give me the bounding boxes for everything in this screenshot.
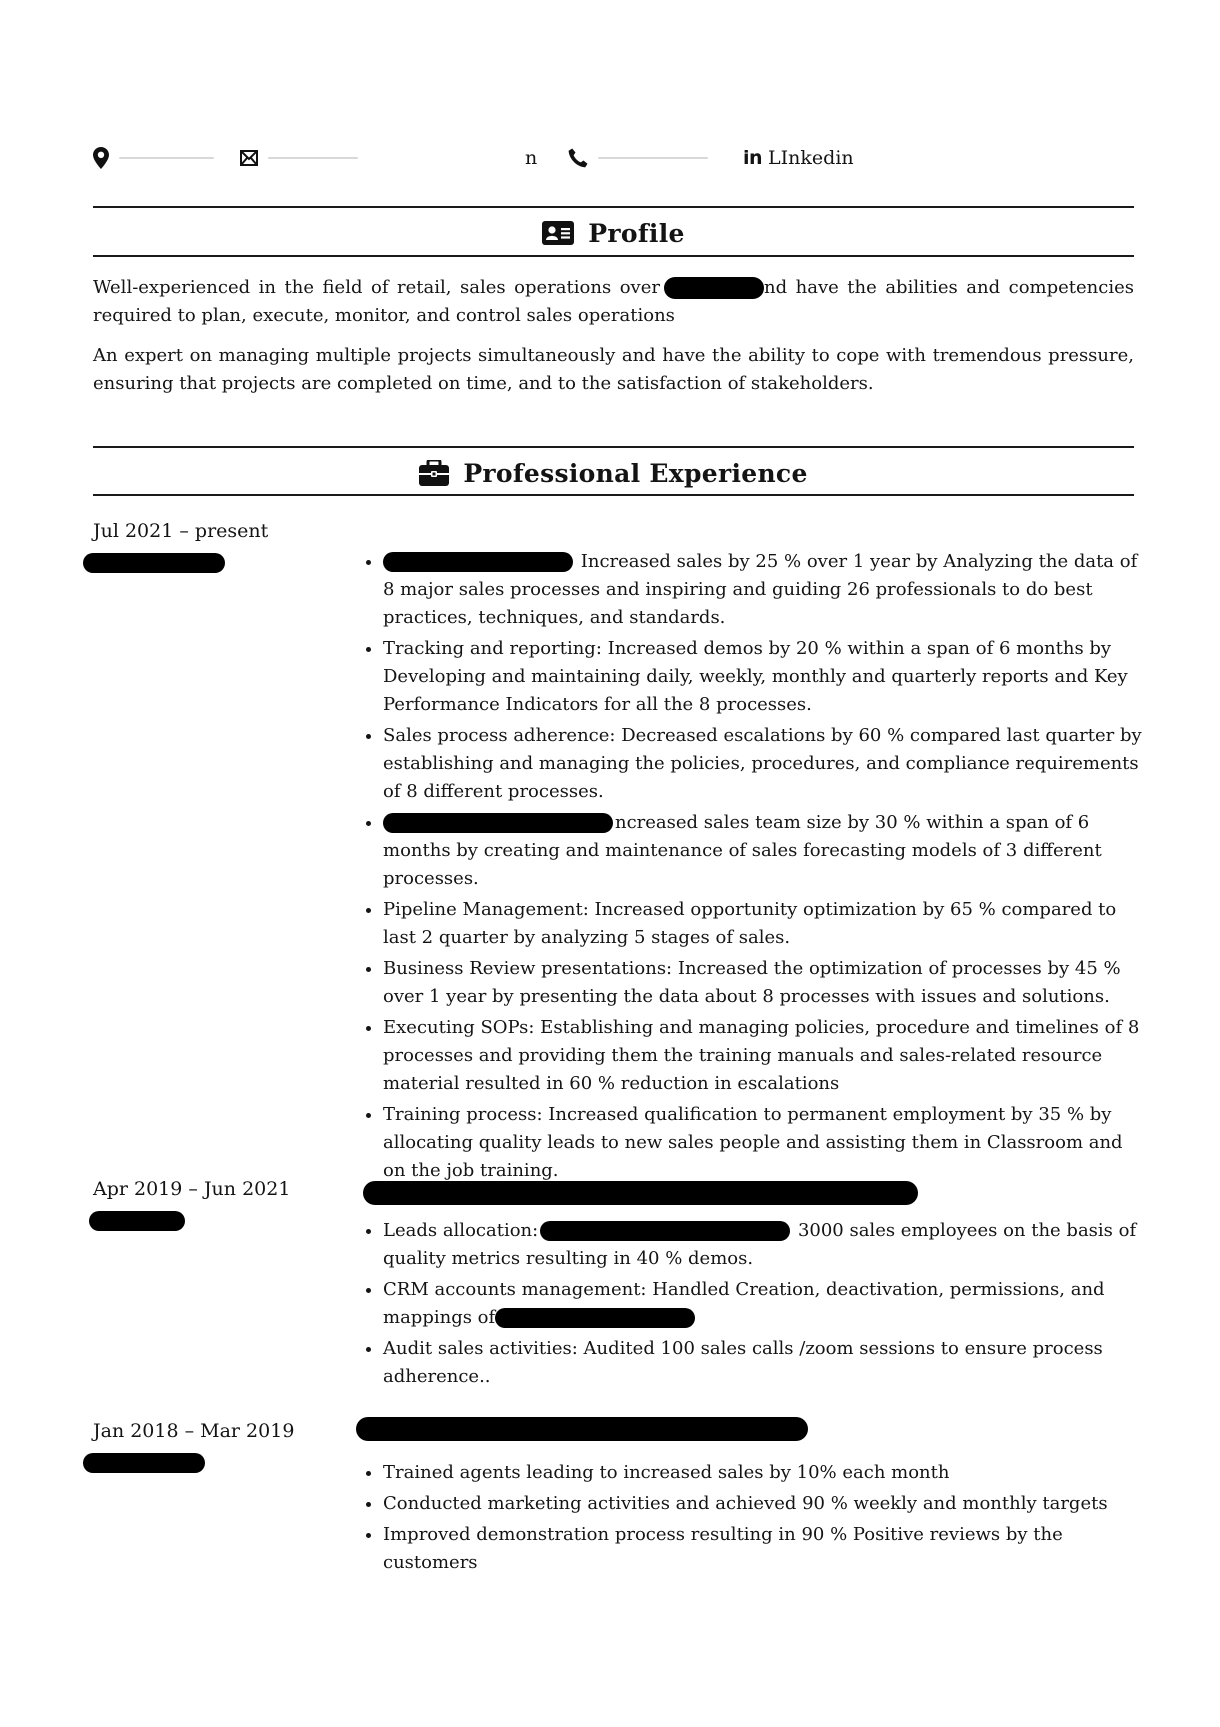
job-3-bullets	[363, 1459, 1148, 1580]
experience-heading-text: Professional Experience	[463, 458, 808, 488]
job-1-date: Jul 2021 – present	[93, 520, 269, 542]
job-1-bullet-7	[383, 1014, 1148, 1098]
job-1-bullet-2-text: Tracking and reporting: Increased demos by 20 % within a span of 6 months by Developing and maintaining daily, weekly, monthly and quarterly reports and Key Performance Indicators for all the 8 processes.	[383, 638, 1128, 715]
experience-heading	[93, 451, 1134, 495]
location-contact	[93, 138, 214, 178]
redacted-bullet-detail	[540, 1221, 790, 1241]
letter-n	[525, 138, 537, 178]
phone-contact	[568, 138, 708, 178]
location-pin-icon	[93, 147, 109, 169]
linkedin-label[interactable]: LInkedin	[768, 147, 854, 169]
job-1-bullets	[363, 548, 1148, 1188]
redacted-bullet-detail	[495, 1308, 695, 1328]
job-entry-2	[93, 1175, 1137, 1395]
job-3-bullet-3-text: Improved demonstration process resulting in 90 % Positive reviews by the customers	[383, 1524, 1063, 1573]
redacted-job-3-title	[356, 1417, 808, 1441]
experience-rule-bottom	[93, 494, 1134, 496]
letter-n-text: n	[525, 147, 538, 169]
profile-paragraph-1a: Well-experienced in the field of retail, sales operations over	[93, 277, 660, 298]
job-1-bullet-3-text: Sales process adherence: Decreased escalations by 60 % compared last quarter by establishing and managing the policies, procedures, and compliance requirements of 8 different processes.	[383, 725, 1142, 802]
profile-rule-top	[93, 206, 1134, 208]
job-entry-3	[93, 1417, 1134, 1573]
job-1-bullet-3	[383, 722, 1148, 806]
profile-rule-bottom	[93, 255, 1134, 257]
redacted-job-1-location	[83, 553, 225, 573]
job-3-bullet-2	[383, 1490, 1148, 1518]
job-1-bullet-8-text: Training process: Increased qualification to permanent employment by 35 % by allocating quality leads to new sales people and assisting them in Classroom and on the job training.	[383, 1104, 1123, 1181]
job-2-bullet-1	[383, 1217, 1148, 1273]
job-3-bullet-1	[383, 1459, 1148, 1487]
job-1-bullet-2	[383, 635, 1148, 719]
job-1-bullet-5-text: Pipeline Management: Increased opportunity optimization by 65 % compared to last 2 quarter by analyzing 5 stages of sales.	[383, 899, 1117, 948]
job-2-bullet-1a: Leads allocation:	[383, 1220, 539, 1241]
redacted-job-2-location	[89, 1211, 185, 1231]
id-card-icon	[542, 221, 574, 245]
profile-heading	[93, 211, 1134, 255]
job-1-bullet-4	[383, 809, 1148, 893]
job-1-bullet-7-text: Executing SOPs: Establishing and managing policies, procedure and timelines of 8 processes and providing them the training manuals and sales-related resource material resulted in 60 % reduction in escalations	[383, 1017, 1140, 1094]
job-1-bullet-1-text: Increased sales by 25 % over 1 year by Analyzing the data of 8 major sales processes and inspiring and guiding 26 professionals to do best practices, techniques, and standards.	[383, 551, 1138, 628]
profile-paragraph-2: An expert on managing multiple projects simultaneously and have the ability to cope with tremendous pressure, ensuring that projects are completed on time, and to the satisfaction of stakeholders.	[93, 345, 1134, 394]
job-2-bullet-3	[383, 1335, 1148, 1391]
job-2-date: Apr 2019 – Jun 2021	[93, 1178, 291, 1200]
job-3-date: Jan 2018 – Mar 2019	[93, 1420, 295, 1442]
job-2-bullet-3-text: Audit sales activities: Audited 100 sales calls /zoom sessions to ensure process adherence..	[383, 1338, 1103, 1387]
job-1-bullet-6-text: Business Review presentations: Increased the optimization of processes by 45 % over 1 year by presenting the data about 8 processes with issues and solutions.	[383, 958, 1121, 1007]
profile-paragraph-1	[93, 274, 1134, 330]
redacted-job-3-location	[83, 1453, 205, 1473]
redacted-job-2-title	[363, 1181, 918, 1205]
redacted-phone	[598, 157, 708, 159]
job-2-bullet-2	[383, 1276, 1148, 1332]
email-icon	[240, 150, 258, 166]
redacted-bullet-label	[383, 813, 613, 833]
email-contact	[240, 138, 358, 178]
job-1-bullet-4-text: ncreased sales team size by 30 % within a span of 6 months by creating and maintenance of sales forecasting models of 3 different processes.	[383, 812, 1102, 889]
redacted-bullet-label	[383, 552, 573, 572]
contact-bar	[93, 138, 1133, 178]
redacted-email	[268, 157, 358, 159]
job-3-bullet-2-text: Conducted marketing activities and achieved 90 % weekly and monthly targets	[383, 1493, 1108, 1514]
linkedin-icon: in	[743, 147, 763, 169]
job-1-bullet-8	[383, 1101, 1148, 1185]
experience-rule-top	[93, 446, 1134, 448]
job-entry-1	[93, 517, 1142, 1181]
job-2-bullet-1b: 3000 sales employees on the basis of quality metrics resulting in 40 % demos.	[383, 1220, 1137, 1269]
briefcase-icon	[419, 460, 449, 486]
profile-heading-text: Profile	[588, 218, 685, 248]
linkedin-contact[interactable]	[743, 138, 854, 178]
redacted-location	[119, 157, 214, 159]
job-3-bullet-3	[383, 1521, 1148, 1577]
redacted-years	[664, 277, 764, 299]
job-1-bullet-1	[383, 548, 1148, 632]
job-1-bullet-5	[383, 896, 1148, 952]
phone-icon	[568, 148, 588, 168]
job-2-bullets	[363, 1217, 1148, 1394]
job-1-bullet-6	[383, 955, 1148, 1011]
profile-paragraph-1b: nd have the abilities and competencies required to plan, execute, monitor, and control sales operations	[93, 277, 1135, 326]
job-2-bullet-2a: CRM accounts management: Handled Creation, deactivation, permissions, and mappings of	[383, 1279, 1105, 1328]
job-3-bullet-1-text: Trained agents leading to increased sales by 10% each month	[383, 1462, 950, 1483]
